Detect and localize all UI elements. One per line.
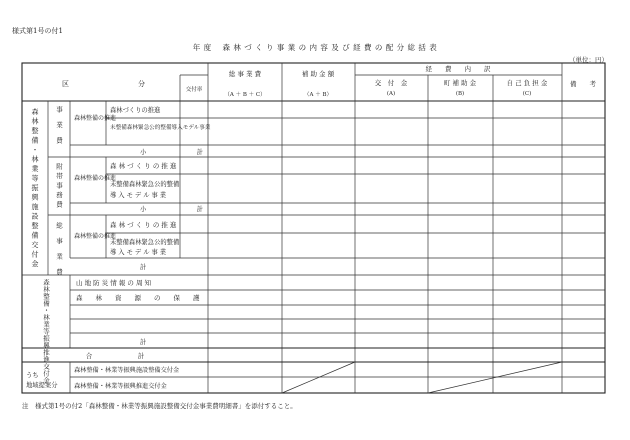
s2-shokei: 小 計	[140, 206, 203, 213]
s3-suishin: 森林整備の推進	[74, 233, 117, 240]
s2-promote: 森 林 づ く り の 推 進	[110, 162, 177, 170]
section-sojigyo-label: 総事業費	[55, 222, 63, 284]
header-koufukin: 交 付 金	[374, 79, 408, 87]
header-chohojokin: 町 補 助 金	[443, 79, 477, 87]
s3-model-1: 未整備森林緊急公的整備	[110, 239, 180, 246]
header-hojokingaku-formula: （A ＋ B）	[303, 92, 333, 98]
form-number-label: 様式第1号の付1	[12, 27, 63, 35]
shinko-kei: 計	[140, 339, 147, 346]
section-fuzoku-jimuhi-label: 附帯事務費	[55, 163, 63, 211]
header-jikofutan-sub: (C)	[522, 91, 532, 97]
s1-promote: 森林づくりの推進	[110, 107, 161, 114]
header-bun: 分	[138, 80, 145, 88]
s3-model-2: 導 入 モ デ ル 事 業	[110, 249, 167, 256]
group-shinko-label: 森林整備・林業等振興推進交付金	[42, 279, 50, 384]
header-kubun: 区	[62, 80, 69, 88]
uchi-label-2: 地域提案分	[26, 382, 58, 389]
s1-shokei: 小 計	[140, 149, 203, 156]
header-hojokingaku: 補 助 金 額	[301, 70, 335, 78]
uchi-label-1: うち	[26, 372, 39, 379]
header-jikofutan: 自 己 負 担 金	[506, 79, 548, 87]
s1-suishin-a: 森林整備の推進	[74, 115, 117, 122]
footnote: 注 様式第1号の付2「森林整備・林業等振興施設整備交付金事業費明細書」を添付すること。	[22, 402, 297, 410]
uchi-row-suishin: 森林整備・林業等振興推進交付金	[74, 383, 167, 390]
header-sojigyohi-formula: （A ＋ B ＋ C）	[224, 92, 266, 98]
s2-model-2: 導 入 モ デ ル 事 業	[110, 192, 167, 199]
header-sojigyohi: 総 事 業 費	[228, 70, 262, 78]
shinko-shinrin-shigen: 森 林 資 源 の 保 護	[76, 294, 200, 302]
main-kei: 計	[140, 264, 147, 271]
header-koufukin-sub: (A)	[386, 91, 396, 97]
s2-model-1: 未整備森林緊急公的整備	[110, 181, 180, 188]
header-keihi-naiyaku: 経 費 内 訳	[425, 65, 491, 73]
header-biko: 備 考	[570, 80, 596, 88]
shinko-sanchi-bosai: 山 地 防 災 情 報 の 周 知	[76, 279, 152, 287]
header-chohojokin-sub: (B)	[455, 91, 465, 97]
uchi-row-shisetsu: 森林整備・林業等振興施設整備交付金	[74, 367, 180, 374]
header-koufuritsu: 交付率	[185, 87, 203, 93]
group-main-label: 森林整備・林業等振興施設整備交付金	[31, 108, 39, 270]
page-title: 年 度 森 林 づ く り 事 業 の 内 容 及 び 経 費 の 配 分 総 括 表	[192, 43, 438, 52]
gokei-label: 合 計	[85, 352, 145, 360]
s2-suishin: 森林整備の推進	[74, 175, 117, 182]
section-jigyohi-label: 事業費	[55, 106, 63, 153]
unit-label: （単位：円）	[569, 56, 608, 64]
s1-model: 未整備森林緊急公的整備導入モデル事業	[110, 125, 211, 131]
s3-promote: 森 林 づ く り の 推 進	[110, 221, 177, 229]
